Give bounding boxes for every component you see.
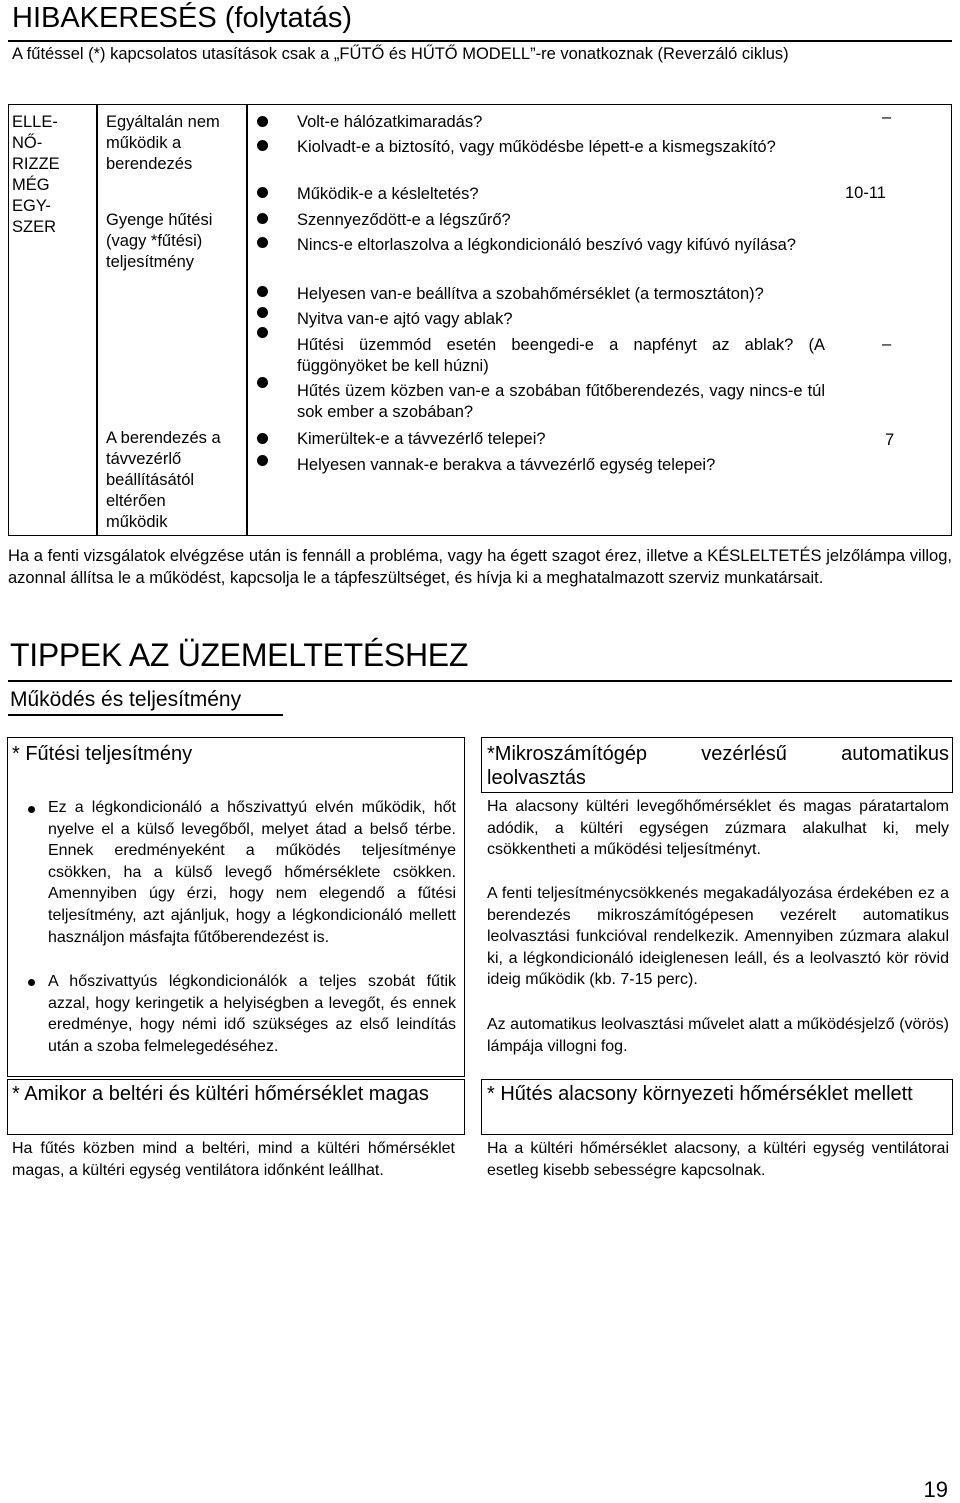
table-divider (246, 104, 248, 536)
bullet-icon (257, 187, 268, 198)
bullet-icon (28, 806, 35, 813)
subtitle-underline (8, 714, 283, 716)
title-rule (8, 40, 952, 42)
bullet-icon (257, 433, 268, 444)
question: Hűtés üzem közben van-e a szobában fűtőberendezés, vagy nincs-e túl sok ember a szobában? (297, 382, 825, 421)
page-number: 19 (923, 1477, 948, 1502)
defrost-para-3: Az automatikus leolvasztási művelet alatt a működésjelző (vörös) lámpája villogni fog. (487, 1016, 949, 1055)
page-ref: 7 (885, 431, 895, 449)
heating-bullet-1: Ez a légkondicionáló a hőszivattyú elvén működik, hőt nyelve el a külső levegőből, melyet átad a belső térbe. Ennek eredményeként a működés teljesítménye csökken, ha a külső levegő hőmérséklete csökken. Amennyiben úgy érzi, hogy nem elegendő a fűtési teljesítmény, azt ajánljuk, hogy a légkondicionáló mellett használjon másfajta fűtőberendezést is. (48, 799, 456, 946)
heating-heading: * Fűtési teljesítmény (12, 743, 193, 765)
symptom-not-working: Egyáltalán nem működik a berendezés (106, 113, 220, 173)
question: Nincs-e eltorlaszolva a légkondicionáló beszívó vagy kifúvó nyílása? (297, 236, 796, 254)
question: Kimerültek-e a távvezérlő telepei? (297, 430, 546, 448)
question: Működik-e a késleltetés? (297, 185, 479, 203)
symptom-weak-performance: Gyenge hűtési (vagy *fűtési) teljesítmény (106, 211, 213, 271)
bullet-icon (257, 307, 268, 318)
tips-subtitle: Működés és teljesítmény (10, 688, 242, 711)
page-ref: – (882, 335, 892, 353)
tips-rule (8, 680, 952, 682)
question: Helyesen van-e beállítva a szobahőmérséklet (a termosztáton)? (297, 285, 764, 303)
bullet-icon (257, 455, 268, 466)
question: Helyesen vannak-e berakva a távvezérlő egység telepei? (297, 456, 716, 474)
table-divider (96, 104, 98, 536)
low-temp-heading: * Hűtés alacsony környezeti hőmérséklet mellett (487, 1083, 913, 1105)
defrost-para-1: Ha alacsony kültéri levegőhőmérséklet és magas páratartalom adódik, a kültéri egységen zúzmara alakulhat ki, mely csökkentheti a működési teljesítményt. (487, 798, 949, 859)
question: Volt-e hálózatkimaradás? (297, 113, 483, 131)
high-temp-text: Ha fűtés közben mind a beltéri, mind a kültéri hőmérséklet magas, a kültéri egység ventilátora időnként leállhat. (12, 1140, 455, 1179)
question: Nyitva van-e ajtó vagy ablak? (297, 310, 513, 328)
question: Kiolvadt-e a biztosító, vagy működésbe lépett-e a kismegszakító? (297, 138, 776, 156)
question: Szennyeződött-e a légszűrő? (297, 211, 511, 229)
question: Hűtési üzemmód esetén beengedi-e a napfényt az ablak? (A függönyöket be kell húzni) (297, 336, 825, 375)
symptom-remote-mismatch: A berendezés a távvezérlő beállításától eltérően működik (106, 429, 221, 531)
defrost-heading: *Mikroszámítógép vezérlésű automatikus leolvasztás (487, 743, 949, 789)
bullet-icon (257, 237, 268, 248)
bullet-icon (257, 116, 268, 127)
bullet-icon (257, 213, 268, 224)
page-subtitle: A fűtéssel (*) kapcsolatos utasítások csak a „FŰTŐ és HŰTŐ MODELL”-re vonatkoznak (Reverzáló ciklus) (12, 45, 789, 63)
high-temp-heading: * Amikor a beltéri és kültéri hőmérséklet magas (12, 1083, 429, 1105)
bullet-icon (257, 286, 268, 297)
bullet-icon (257, 140, 268, 151)
check-again-label: ELLE- NŐ- RIZZE MÉG EGY- SZER (12, 113, 60, 236)
page-ref: 10-11 (845, 184, 886, 202)
page-title: HIBAKERESÉS (folytatás) (12, 2, 353, 34)
heating-bullet-2: A hőszivattyús légkondicionálók a teljes szobát fűtik azzal, hogy keringetik a helyiségben a levegőt, és ennek eredménye, hogy némi idő szükséges az első leindítás után a szoba felmelegedéséhez. (48, 973, 456, 1055)
low-temp-text: Ha a kültéri hőmérséklet alacsony, a kültéri egység ventilátorai esetleg kisebb sebességre kapcsolnak. (487, 1140, 949, 1179)
bullet-icon (257, 377, 268, 388)
bullet-icon (257, 327, 268, 338)
page-ref: – (882, 108, 892, 126)
bullet-icon (28, 979, 35, 986)
tips-title: TIPPEK AZ ÜZEMELTETÉSHEZ (10, 637, 469, 673)
defrost-para-2: A fenti teljesítménycsökkenés megakadályozása érdekében ez a berendezés mikroszámítógépesen vezérelt automatikus leolvasztási funkcióval rendelkezik. Amennyiben zúzmara alakul ki, a légkondicionáló ideiglenesen leáll, és a leolvasztó kör rövid ideig működik (kb. 7-15 perc). (487, 885, 949, 989)
warning-paragraph: Ha a fenti vizsgálatok elvégzése után is fennáll a probléma, vagy ha égett szagot érez, illetve a KÉSLELTETÉS jelzőlámpa villog, azonnal állítsa le a működést, kapcsolja le a tápfeszültséget, és hívja ki a meghatalmazott szerviz munkatársait. (8, 547, 952, 587)
